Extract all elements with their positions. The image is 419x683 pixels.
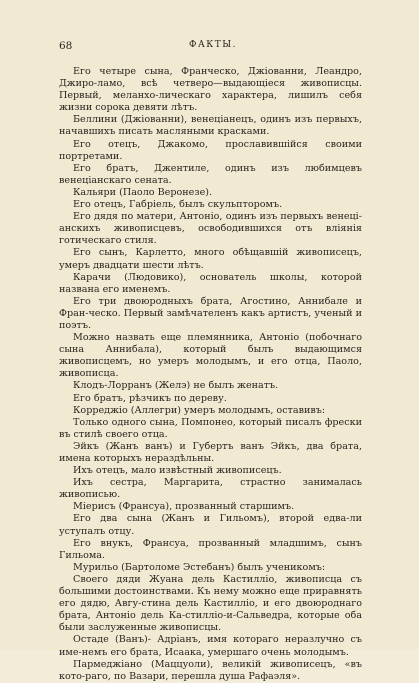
paragraph: Ихъ отецъ, мало извѣстный живописецъ. bbox=[73, 465, 282, 477]
paragraph: Его отецъ, Габріель, былъ скульпторомъ. bbox=[73, 199, 283, 211]
paragraph: Карачи (Людовико), основатель школы, которой названа его именемъ. bbox=[59, 271, 362, 295]
paragraph: Его братъ, рѣзчикъ по дереву. bbox=[73, 392, 227, 404]
paragraph: Мурильо (Бартоломе Эстебанъ) былъ ученикомъ: bbox=[73, 561, 326, 573]
paragraph: Его два сына (Жанъ и Гильомъ), второй едва-ли уступалъ отцу. bbox=[59, 513, 362, 537]
page-number: 68 bbox=[59, 40, 73, 52]
paragraph: Можно назвать еще племянника, Антоніо (побочнаго сына Аннибала), который былъ выдающимся живописцемъ, но умеръ молодымъ, и его отца, Паоло, живописца. bbox=[59, 332, 362, 380]
paragraph: Беллини (Джіованни), венеціанецъ, одинъ изъ первыхъ, начавшихъ писать масляными красками. bbox=[59, 114, 362, 138]
paragraph: Пармеджіано (Маццуоли), великій живописецъ, «въ кото-раго, по Вазари, перешла душа Рафаэля». bbox=[59, 658, 362, 682]
page-header bbox=[59, 40, 367, 54]
paragraph: Міерисъ (Франсуа), прозванный старшимъ. bbox=[73, 501, 295, 513]
paragraph: Кальяри (Паоло Веронезе). bbox=[73, 186, 213, 198]
paragraph: Остаде (Ванъ)- Адріанъ, имя котораго неразлучно съ име-немъ его брата, Исаака, умершаго очень молодымъ. bbox=[59, 634, 362, 658]
paragraph: Его сынъ, Карлетто, много обѣщавшій живописецъ, умеръ двадцати шести лѣтъ. bbox=[59, 247, 362, 271]
page-body bbox=[59, 66, 362, 683]
paragraph: Его отецъ, Джакомо, прославившійся своими портретами. bbox=[59, 138, 362, 162]
paragraph: Корреджіо (Аллегри) умеръ молодымъ, оставивъ: bbox=[73, 404, 326, 416]
paragraph: Своего дяди Жуана дель Кастилліо, живописца съ большими достоинствами. Къ нему можно еще приравнять его дядю, Авгу-стина дель Кастилліо, и его двоюроднаго брата, Антоніо дель Ка-стилліо-и-Сальведра, которые оба были заслуженные живописцы. bbox=[59, 573, 362, 634]
paragraph: Клодъ-Лорранъ (Желэ) не былъ женатъ. bbox=[73, 380, 279, 392]
running-title: ФАКТЫ. bbox=[189, 40, 237, 50]
paragraph: Ихъ сестра, Маргарита, страстно занималась живописью. bbox=[59, 477, 362, 501]
paragraph: Его братъ, Джентиле, одинъ изъ любимцевъ венеціанскаго сената. bbox=[59, 162, 362, 186]
paragraph: Его три двоюродныхъ брата, Агостино, Аннибале и Фран-ческо. Первый замѣчателенъ какъ артистъ, ученый и поэтъ. bbox=[59, 295, 362, 331]
paragraph: Только одного сына, Помпонео, который писалъ фрески въ стилѣ своего отца. bbox=[59, 416, 362, 440]
paragraph: Его внукъ, Франсуа, прозванный младшимъ, сынъ Гильома. bbox=[59, 537, 362, 561]
paragraph: Его четыре сына, Франческо, Джіованни, Леандро, Джиро-ламо, всѣ четверо—выдающіеся живописцы. Первый, меланхо-лическаго характера, лишилъ себя жизни сорока девяти лѣтъ. bbox=[59, 66, 362, 114]
paragraph: Его дядя по матери, Антоніо, одинъ изъ первыхъ венеці-анскихъ живописцевъ, освободившихся отъ вліянія готическаго стиля. bbox=[59, 211, 362, 247]
paragraph: Эйкъ (Жанъ ванъ) и Губертъ ванъ Эйкъ, два брата, имена которыхъ нераздѣльны. bbox=[59, 440, 362, 464]
